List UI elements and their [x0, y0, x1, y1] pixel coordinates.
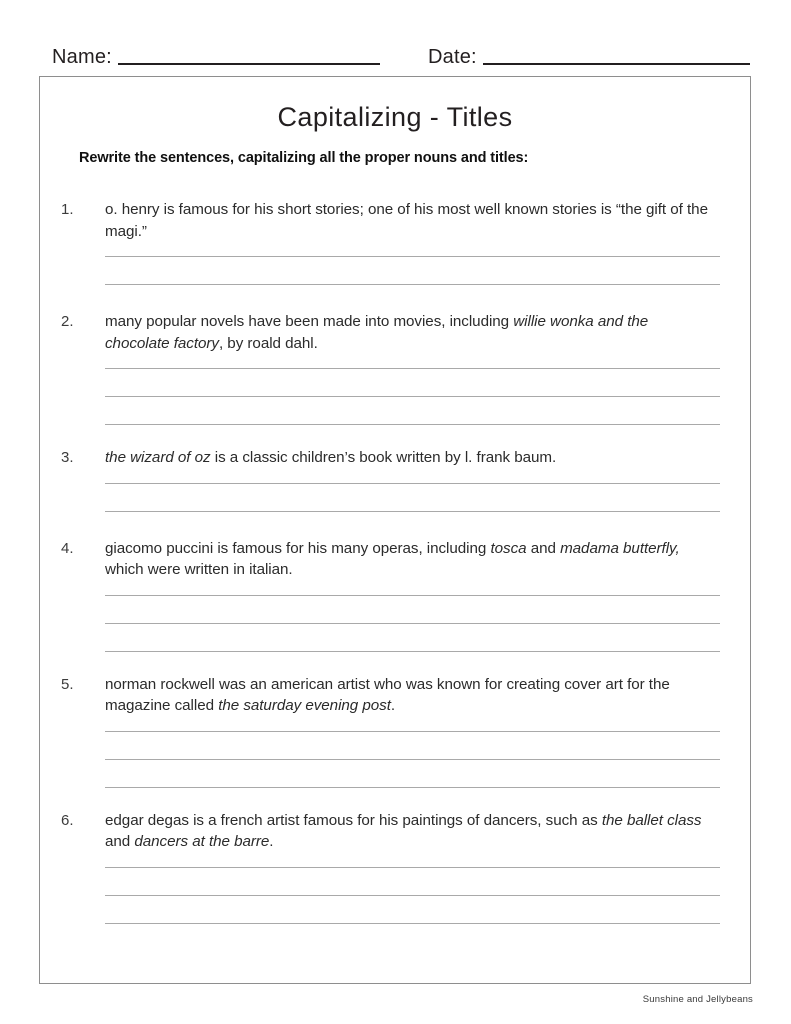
question-number: 6. [61, 811, 74, 829]
answer-line-group [105, 368, 714, 425]
answer-write-in-line[interactable] [105, 396, 720, 397]
date-label: Date: [428, 46, 477, 68]
question-item [40, 674, 750, 788]
question-text [105, 199, 714, 242]
sentence-segment: is a classic children’s book written by l. frank baum. [210, 449, 557, 466]
question-item [40, 447, 750, 512]
sentence-segment: many popular novels have been made into movies, including [105, 313, 514, 330]
sentence-segment: . [390, 697, 396, 714]
title-italic-segment: the saturday evening post [218, 697, 391, 714]
title-italic-segment: the ballet class [601, 811, 702, 829]
answer-write-in-line[interactable] [105, 424, 720, 425]
worksheet-body-box [39, 76, 751, 984]
date-field-group [428, 40, 750, 68]
answer-write-in-line[interactable] [105, 759, 720, 760]
sentence-segment: and [105, 833, 135, 850]
sentence-segment: norman rockwell was an american artist who was known for creating cover art for the magazine called [105, 675, 670, 714]
title-italic-segment: the wizard of oz [105, 449, 211, 466]
answer-write-in-line[interactable] [105, 867, 720, 868]
question-list [40, 199, 750, 924]
title-italic-segment: dancers at the barre [134, 833, 270, 850]
answer-line-group [105, 595, 714, 652]
question-item [40, 199, 750, 285]
answer-write-in-line[interactable] [105, 284, 720, 285]
sentence-segment: o. henry is famous for his short stories; one of his most well known stories is “the gift of the magi.” [105, 201, 708, 240]
date-write-in-rule[interactable] [483, 63, 750, 65]
title-italic-segment: madama butterfly, [560, 539, 680, 557]
answer-line-group [105, 867, 714, 924]
answer-write-in-line[interactable] [105, 787, 720, 788]
question-body [105, 199, 750, 285]
answer-write-in-line[interactable] [105, 895, 720, 896]
question-item [40, 538, 750, 652]
question-text [105, 810, 714, 853]
sentence-segment: giacomo puccini is famous for his many operas, including [105, 539, 491, 557]
question-number: 2. [61, 313, 74, 330]
answer-line-group [105, 256, 714, 285]
sentence-segment: , by roald dahl. [218, 334, 318, 352]
title-italic-segment: willie wonka and the chocolate factory [105, 313, 649, 352]
answer-line-group [105, 731, 714, 788]
question-body [105, 447, 750, 512]
question-text [105, 311, 714, 354]
question-text [105, 447, 714, 469]
name-label: Name: [52, 46, 112, 68]
instructions-text: Rewrite the sentences, capitalizing all the proper nouns and titles: [79, 150, 529, 166]
question-body [105, 538, 750, 652]
question-item [40, 311, 750, 425]
answer-write-in-line[interactable] [105, 923, 720, 924]
question-body [105, 674, 750, 788]
sentence-segment: . [269, 833, 274, 850]
answer-write-in-line[interactable] [105, 483, 720, 484]
answer-write-in-line[interactable] [105, 256, 720, 257]
footer-credit: Sunshine and Jellybeans [642, 994, 753, 1005]
sentence-segment: edgar degas is a french artist famous for his paintings of dancers, such as [105, 811, 602, 829]
sentence-segment: which were written in italian. [105, 561, 293, 578]
question-body [105, 810, 750, 924]
answer-write-in-line[interactable] [105, 511, 720, 512]
worksheet-header [0, 40, 791, 70]
answer-write-in-line[interactable] [105, 623, 720, 624]
title-italic-segment: tosca [490, 539, 527, 557]
question-number: 1. [61, 201, 74, 218]
question-number: 4. [61, 539, 74, 557]
question-body [105, 311, 750, 425]
question-item [40, 810, 750, 924]
page-title: Capitalizing - Titles [277, 102, 513, 132]
sentence-segment: and [526, 539, 561, 557]
answer-write-in-line[interactable] [105, 651, 720, 652]
question-text [105, 538, 714, 581]
question-text [105, 674, 714, 717]
question-number: 5. [61, 675, 74, 693]
answer-line-group [105, 483, 714, 512]
question-number: 3. [61, 449, 74, 466]
answer-write-in-line[interactable] [105, 731, 720, 732]
name-field-group [52, 40, 380, 68]
answer-write-in-line[interactable] [105, 595, 720, 596]
name-write-in-rule[interactable] [118, 63, 380, 65]
answer-write-in-line[interactable] [105, 368, 720, 369]
